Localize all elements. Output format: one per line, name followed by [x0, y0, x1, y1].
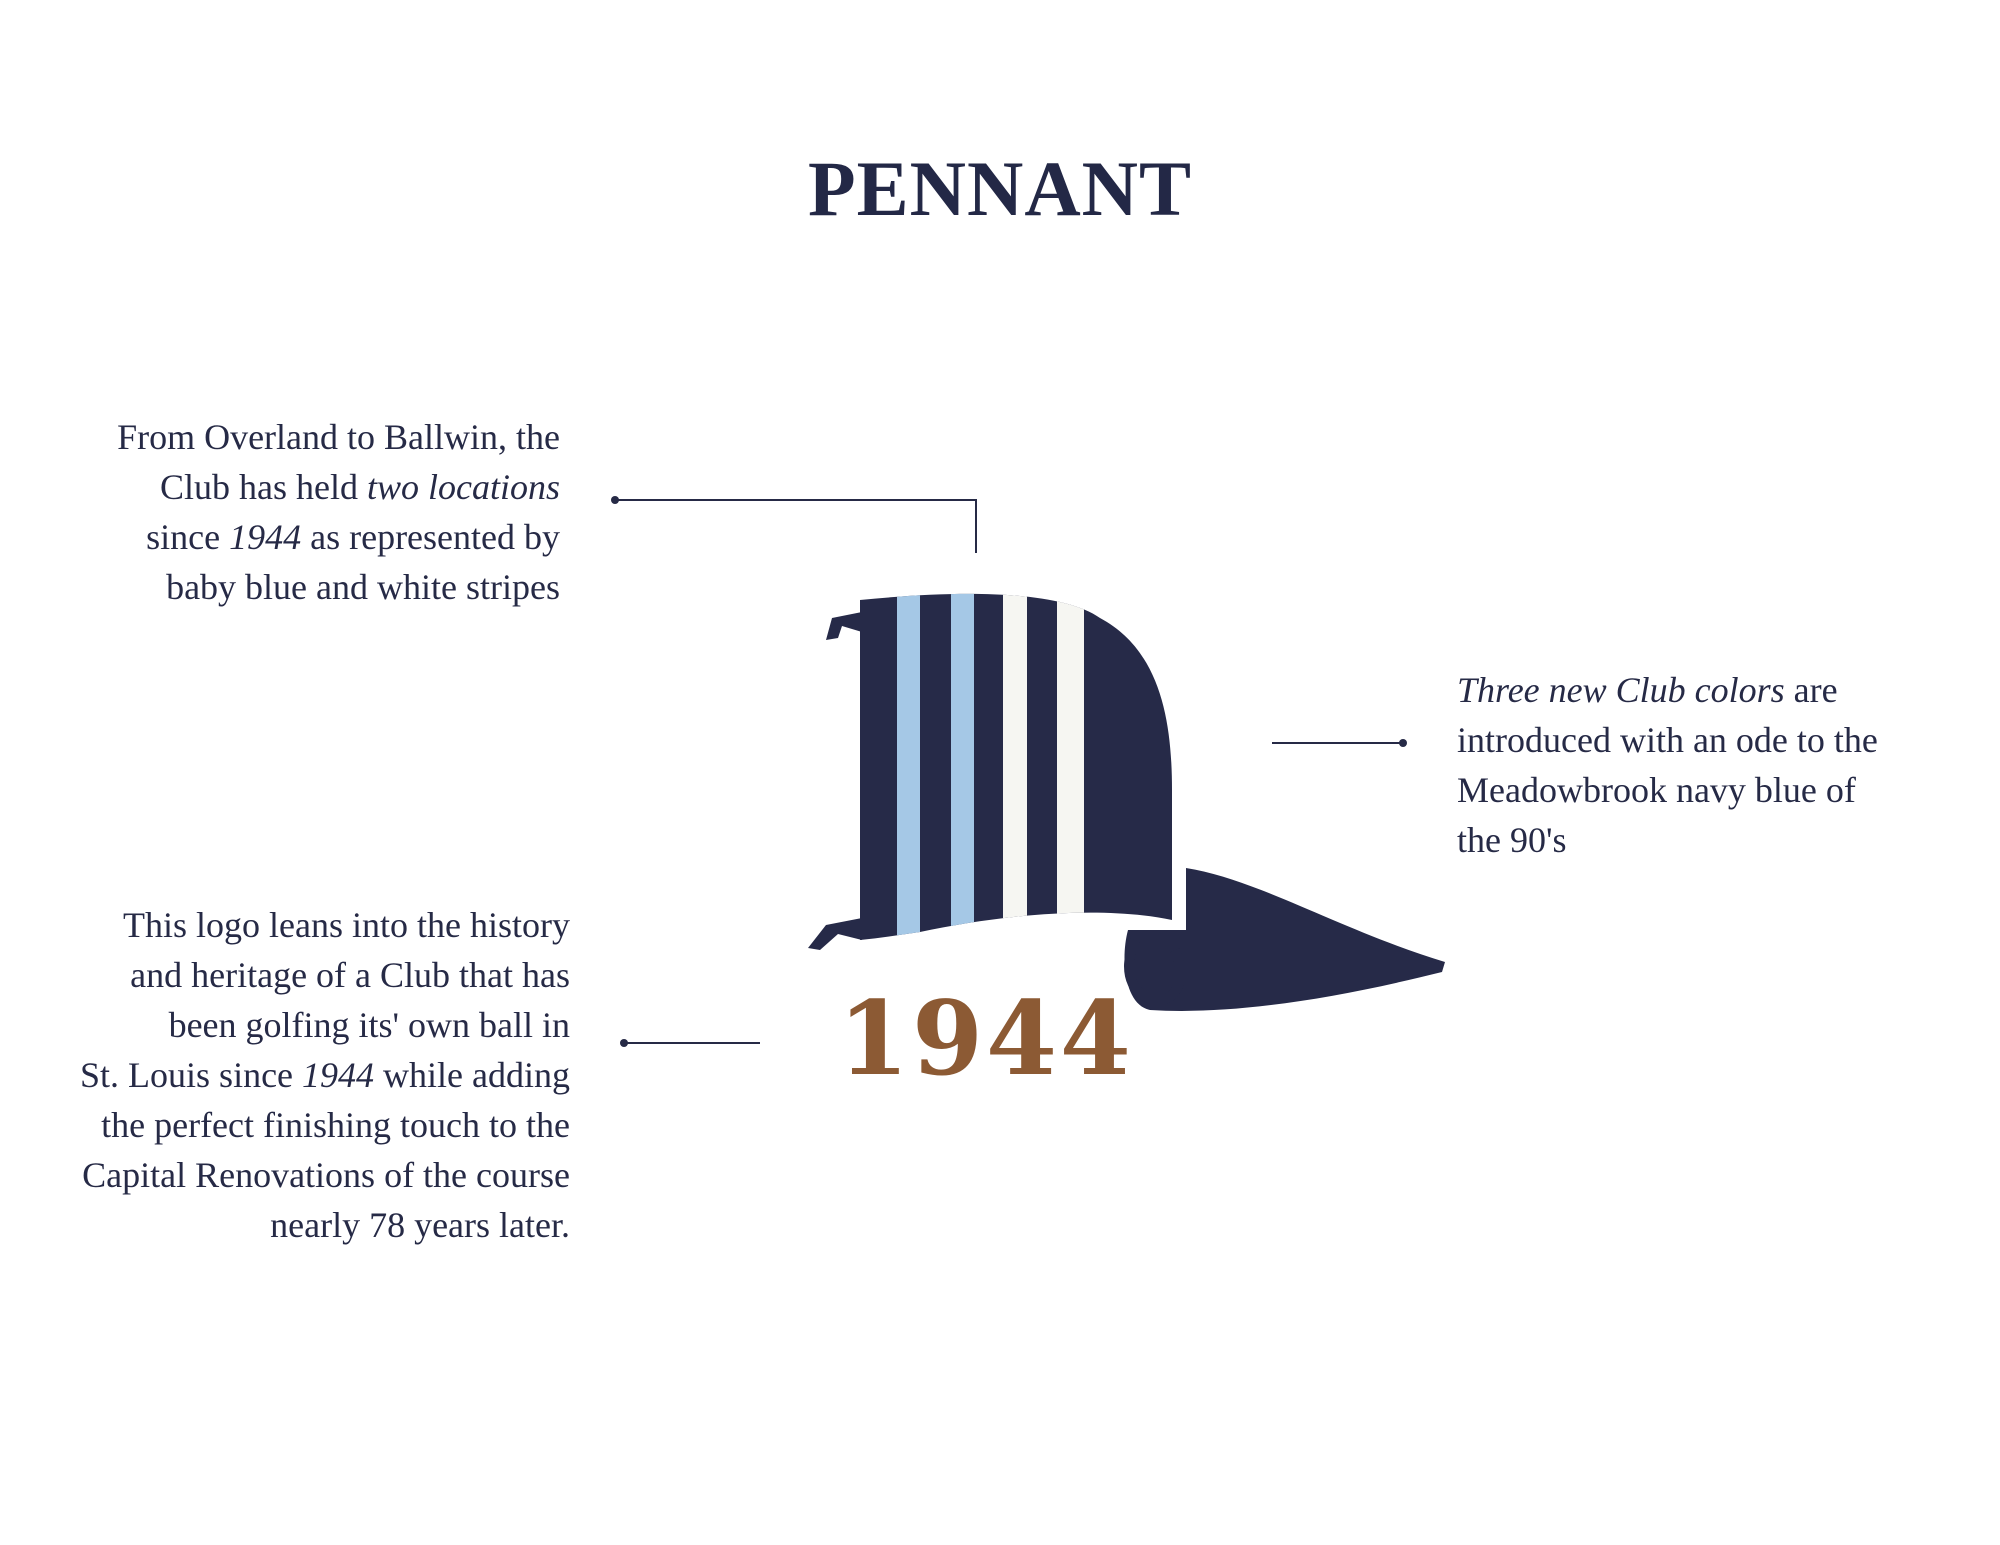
pennant-logo — [790, 585, 1460, 1085]
body-text: since — [146, 517, 230, 557]
callout-line — [117, 462, 560, 512]
body-text: From Overland to Ballwin, the — [117, 417, 560, 457]
body-text: been golfing its' own ball in — [168, 1005, 570, 1045]
callout-line — [80, 950, 570, 1000]
callout-heritage — [80, 900, 570, 1250]
body-text: and heritage of a Club that has — [130, 955, 570, 995]
body-text: are — [1784, 670, 1838, 710]
stripe-white-1 — [1003, 585, 1027, 955]
callout-colors — [1457, 665, 1878, 865]
body-text: This logo leans into the history — [123, 905, 570, 945]
body-text: St. Louis since — [80, 1055, 303, 1095]
pennant-tie-top — [826, 612, 862, 640]
callout-line — [1457, 715, 1878, 765]
body-text: Meadowbrook navy blue of — [1457, 770, 1856, 810]
body-text: while adding — [374, 1055, 570, 1095]
body-text: introduced with an ode to the — [1457, 720, 1878, 760]
callout-line — [80, 1150, 570, 1200]
callout-locations — [117, 412, 560, 612]
callout-line — [80, 1100, 570, 1150]
callout-line — [80, 1200, 570, 1250]
body-text: the perfect finishing touch to the — [101, 1105, 570, 1145]
callout-line — [1457, 665, 1878, 715]
connector-top-left — [611, 496, 976, 553]
callout-line — [117, 412, 560, 462]
body-text: the 90's — [1457, 820, 1567, 860]
callout-line — [117, 512, 560, 562]
emphasis-text: two locations — [366, 467, 560, 507]
body-text: nearly 78 years later. — [270, 1205, 570, 1245]
callout-line — [80, 1000, 570, 1050]
emphasis-text: Three new Club colors — [1457, 670, 1785, 710]
emphasis-text: 1944 — [302, 1055, 375, 1095]
body-text: as represented by — [301, 517, 560, 557]
body-text: Capital Renovations of the course — [82, 1155, 570, 1195]
page-title: PENNANT — [807, 145, 1192, 232]
stripe-baby-blue-2 — [951, 585, 974, 955]
pennant-year: 1944 — [838, 979, 1134, 1085]
body-text: Club has held — [160, 467, 367, 507]
body-text: baby blue and white stripes — [166, 567, 560, 607]
callout-line — [1457, 765, 1878, 815]
callout-line — [117, 562, 560, 612]
emphasis-text: 1944 — [229, 517, 302, 557]
stripe-baby-blue-1 — [897, 585, 920, 955]
pennant-tie-bottom — [808, 918, 862, 950]
stripe-white-2 — [1057, 585, 1084, 955]
connector-bottom-left — [620, 1039, 760, 1047]
callout-line — [1457, 815, 1878, 865]
callout-line — [80, 900, 570, 950]
callout-line — [80, 1050, 570, 1100]
